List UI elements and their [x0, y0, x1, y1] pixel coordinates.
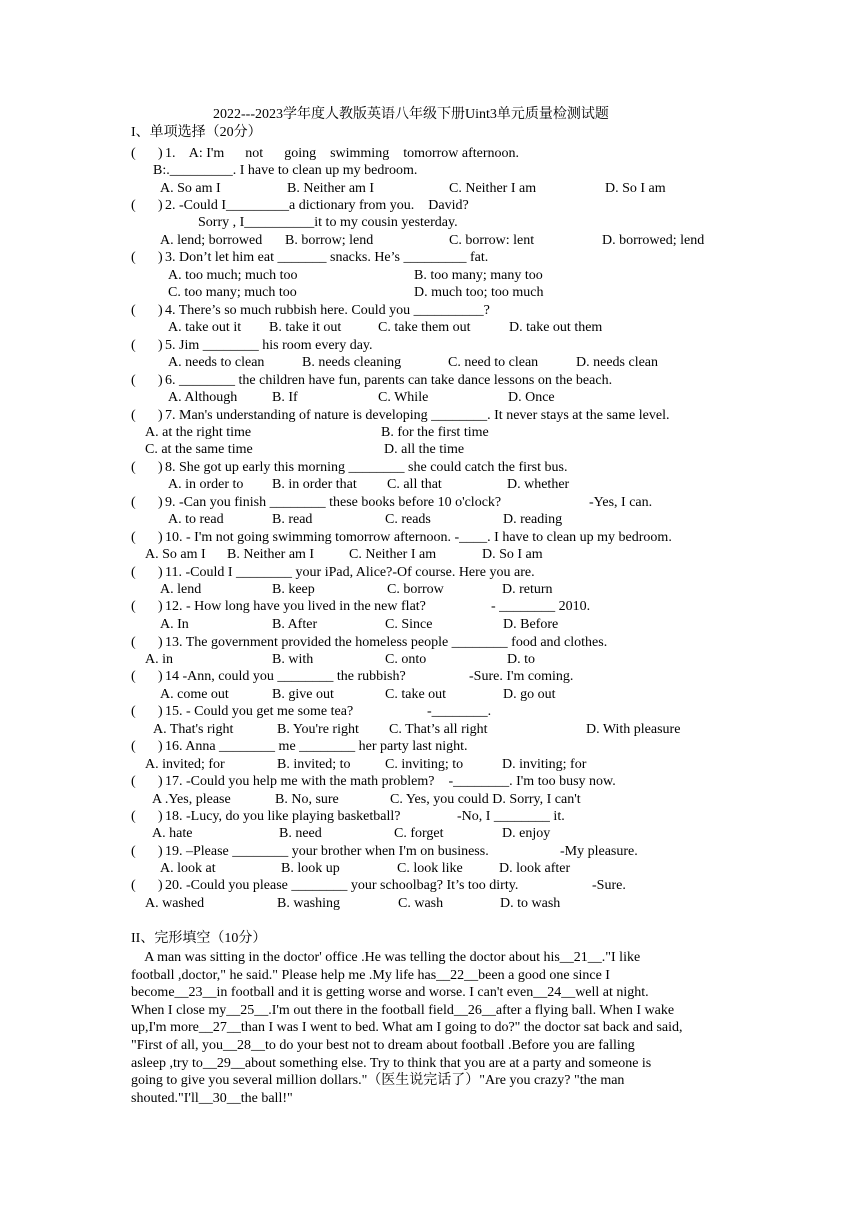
- answer-bracket: (: [131, 774, 136, 789]
- option-a: A. needs to clean: [168, 355, 265, 370]
- answer-bracket: (: [131, 250, 136, 265]
- answer-bracket: ): [158, 495, 163, 510]
- question-reply: -No, I ________ it.: [457, 809, 565, 824]
- question-reply: -Sure.: [592, 878, 626, 893]
- answer-bracket: (: [131, 303, 136, 318]
- question-stem: 2. -Could I_________a dictionary from you. David?: [165, 198, 469, 213]
- option-c: C. That’s all right: [389, 722, 488, 737]
- answer-bracket: ): [158, 565, 163, 580]
- answer-bracket: (: [131, 844, 136, 859]
- passage-line: When I close my__25__.I'm out there in the football field__26__after a flying ball. When I wake: [131, 1003, 675, 1018]
- answer-bracket: ): [158, 669, 163, 684]
- question-line: Sorry , I__________it to my cousin yesterday.: [198, 215, 458, 230]
- passage-line: A man was sitting in the doctor' office .He was telling the doctor about his__21__."I like: [131, 950, 641, 965]
- option-a: A. In: [160, 617, 189, 632]
- option-d: D. much too; too much: [414, 285, 544, 300]
- option-c: C. reads: [385, 512, 431, 527]
- option-a: A. So am I: [145, 547, 206, 562]
- answer-bracket: ): [158, 373, 163, 388]
- answer-bracket: (: [131, 704, 136, 719]
- option-d: D. So I am: [482, 547, 543, 562]
- option-d: D. to wash: [500, 896, 561, 911]
- option-a: A. look at: [160, 861, 216, 876]
- option-b: B. in order that: [272, 477, 357, 492]
- option-a: A. invited; for: [145, 757, 225, 772]
- option-d: D. return: [502, 582, 553, 597]
- option-b: B. give out: [272, 687, 334, 702]
- option-a: A. in order to: [168, 477, 244, 492]
- answer-bracket: ): [158, 460, 163, 475]
- answer-bracket: ): [158, 599, 163, 614]
- option-c: C. forget: [394, 826, 444, 841]
- option-c: C. too many; much too: [168, 285, 297, 300]
- passage-line: up,I'm more__27__than I was I went to bed. What am I going to do?" the doctor sat back and said,: [131, 1020, 683, 1035]
- question-stem: 18. -Lucy, do you like playing basketball?: [165, 809, 401, 824]
- option-c: C. borrow: lent: [449, 233, 535, 248]
- option-c: C. look like: [397, 861, 463, 876]
- answer-bracket: (: [131, 373, 136, 388]
- option-b: B. look up: [281, 861, 340, 876]
- answer-bracket: (: [131, 146, 136, 161]
- question-stem: 9. -Can you finish ________ these books before 10 o'clock?: [165, 495, 502, 510]
- question-reply: -________.: [427, 704, 492, 719]
- answer-bracket: (: [131, 495, 136, 510]
- question-reply: - ________ 2010.: [491, 599, 591, 614]
- option-b: B. too many; many too: [414, 268, 543, 283]
- option-d: D. whether: [507, 477, 570, 492]
- answer-bracket: (: [131, 565, 136, 580]
- option-d: D. Once: [508, 390, 555, 405]
- option-c: C. Neither I am: [349, 547, 437, 562]
- option-b: B. Neither am I: [227, 547, 315, 562]
- option-c: C. Neither I am: [449, 181, 537, 196]
- question-stem: 7. Man's understanding of nature is developing ________. It never stays at the same level.: [165, 408, 670, 423]
- answer-bracket: ): [158, 198, 163, 213]
- question-stem: 10. - I'm not going swimming tomorrow afternoon. -____. I have to clean up my bedroom.: [165, 530, 672, 545]
- answer-bracket: ): [158, 338, 163, 353]
- option-b: B. Neither am I: [287, 181, 375, 196]
- option-b: B. You're right: [277, 722, 359, 737]
- answer-bracket: ): [158, 704, 163, 719]
- option-d: D. to: [507, 652, 535, 667]
- answer-bracket: ): [158, 809, 163, 824]
- answer-bracket: ): [158, 250, 163, 265]
- option-b: B. need: [279, 826, 322, 841]
- option-a: A. to read: [168, 512, 224, 527]
- answer-bracket: (: [131, 669, 136, 684]
- option-b: B. read: [272, 512, 313, 527]
- question-stem: 13. The government provided the homeless people ________ food and clothes.: [165, 635, 608, 650]
- option-a: A. in: [145, 652, 173, 667]
- question-stem: 20. -Could you please ________ your schoolbag? It’s too dirty.: [165, 878, 519, 893]
- option-d: D. needs clean: [576, 355, 659, 370]
- option-c: C. at the same time: [145, 442, 253, 457]
- question-stem: 1. A: I'm not going swimming tomorrow afternoon.: [165, 146, 520, 161]
- option-c: C. wash: [398, 896, 444, 911]
- page-title: 2022---2023学年度人教版英语八年级下册Uint3单元质量检测试题: [213, 107, 609, 122]
- option-b: B. If: [272, 390, 298, 405]
- option-a: A. come out: [160, 687, 229, 702]
- question-stem: 11. -Could I ________ your iPad, Alice?-Of course. Here you are.: [165, 565, 535, 580]
- option-a: A. too much; much too: [168, 268, 298, 283]
- option-d: D. all the time: [384, 442, 465, 457]
- answer-bracket: ): [158, 774, 163, 789]
- question-reply: -Sure. I'm coming.: [469, 669, 574, 684]
- option-b: B. washing: [277, 896, 340, 911]
- option-b: B. for the first time: [381, 425, 489, 440]
- option-b: B. No, sure: [275, 792, 339, 807]
- option-d: D. With pleasure: [586, 722, 681, 737]
- answer-bracket: ): [158, 303, 163, 318]
- option-d: D. So I am: [605, 181, 666, 196]
- option-a: A. That's right: [153, 722, 234, 737]
- option-b: B. borrow; lend: [285, 233, 374, 248]
- option-a: A. Although: [168, 390, 238, 405]
- option-c: C. While: [378, 390, 429, 405]
- answer-bracket: ): [158, 635, 163, 650]
- answer-bracket: (: [131, 599, 136, 614]
- question-reply: -Yes, I can.: [589, 495, 653, 510]
- answer-bracket: (: [131, 198, 136, 213]
- answer-bracket: ): [158, 739, 163, 754]
- option-d: D. take out them: [509, 320, 603, 335]
- answer-bracket: ): [158, 408, 163, 423]
- question-stem: 4. There’s so much rubbish here. Could you __________?: [165, 303, 490, 318]
- answer-bracket: (: [131, 635, 136, 650]
- option-d: D. reading: [503, 512, 563, 527]
- option-c: C. need to clean: [448, 355, 539, 370]
- option-a: A. lend: [160, 582, 202, 597]
- option-b: B. with: [272, 652, 314, 667]
- option-a: A .Yes, please: [152, 792, 231, 807]
- answer-bracket: ): [158, 530, 163, 545]
- question-line: B:._________. I have to clean up my bedroom.: [153, 163, 418, 178]
- question-stem: 6. ________ the children have fun, parents can take dance lessons on the beach.: [165, 373, 613, 388]
- option-c: C. take out: [385, 687, 447, 702]
- option-b: B. keep: [272, 582, 315, 597]
- answer-bracket: (: [131, 878, 136, 893]
- option-a: A. washed: [145, 896, 205, 911]
- question-stem: 16. Anna ________ me ________ her party last night.: [165, 739, 468, 754]
- option-c: C. borrow: [387, 582, 444, 597]
- answer-bracket: ): [158, 146, 163, 161]
- passage-line: asleep ,try to__29__about something else. Try to think that you are at a party and someone is: [131, 1056, 652, 1071]
- passage-line: "First of all, you__28__to do your best not to dream about football .Before you are falling: [131, 1038, 635, 1053]
- question-stem: 3. Don’t let him eat _______ snacks. He’s _________ fat.: [165, 250, 489, 265]
- option-d: D. Before: [503, 617, 559, 632]
- answer-bracket: (: [131, 530, 136, 545]
- answer-bracket: (: [131, 809, 136, 824]
- answer-bracket: (: [131, 408, 136, 423]
- option-b: B. After: [272, 617, 318, 632]
- option-c: C. Yes, you could D. Sorry, I can't: [390, 792, 581, 807]
- option-d: D. look after: [499, 861, 571, 876]
- option-a: A. at the right time: [145, 425, 252, 440]
- question-stem: 17. -Could you help me with the math problem? -________. I'm too busy now.: [165, 774, 616, 789]
- passage-line: going to give you several million dollars."（医生说完话了）"Are you crazy? "the man: [131, 1073, 625, 1088]
- answer-bracket: (: [131, 338, 136, 353]
- option-c: C. Since: [385, 617, 433, 632]
- option-c: C. onto: [385, 652, 427, 667]
- option-b: B. invited; to: [277, 757, 351, 772]
- section-heading: I、单项选择（20分）: [131, 125, 262, 140]
- answer-bracket: ): [158, 844, 163, 859]
- question-stem: 8. She got up early this morning ________ she could catch the first bus.: [165, 460, 568, 475]
- option-a: A. So am I: [160, 181, 221, 196]
- option-a: A. lend; borrowed: [160, 233, 263, 248]
- option-a: A. take out it: [168, 320, 242, 335]
- option-a: A. hate: [152, 826, 193, 841]
- option-d: D. enjoy: [502, 826, 551, 841]
- answer-bracket: (: [131, 739, 136, 754]
- question-stem: 15. - Could you get me some tea?: [165, 704, 354, 719]
- question-reply: -My pleasure.: [560, 844, 638, 859]
- passage-line: become__23__in football and it is getting worse and worse. I can't even__24__well at night.: [131, 985, 649, 1000]
- option-c: C. all that: [387, 477, 442, 492]
- answer-bracket: ): [158, 878, 163, 893]
- option-b: B. take it out: [269, 320, 342, 335]
- passage-line: shouted."I'll__30__the ball!": [131, 1091, 293, 1106]
- section-heading: II、完形填空（10分）: [131, 931, 267, 946]
- question-stem: 12. - How long have you lived in the new flat?: [165, 599, 426, 614]
- option-d: D. inviting; for: [502, 757, 587, 772]
- option-d: D. borrowed; lend: [602, 233, 705, 248]
- option-d: D. go out: [503, 687, 556, 702]
- question-stem: 14 -Ann, could you ________ the rubbish?: [165, 669, 406, 684]
- question-stem: 19. –Please ________ your brother when I'm on business.: [165, 844, 489, 859]
- option-c: C. take them out: [378, 320, 471, 335]
- passage-line: football ,doctor," he said." Please help me .My life has__22__been a good one since I: [131, 968, 610, 983]
- option-c: C. inviting; to: [385, 757, 464, 772]
- question-stem: 5. Jim ________ his room every day.: [165, 338, 373, 353]
- option-b: B. needs cleaning: [302, 355, 402, 370]
- answer-bracket: (: [131, 460, 136, 475]
